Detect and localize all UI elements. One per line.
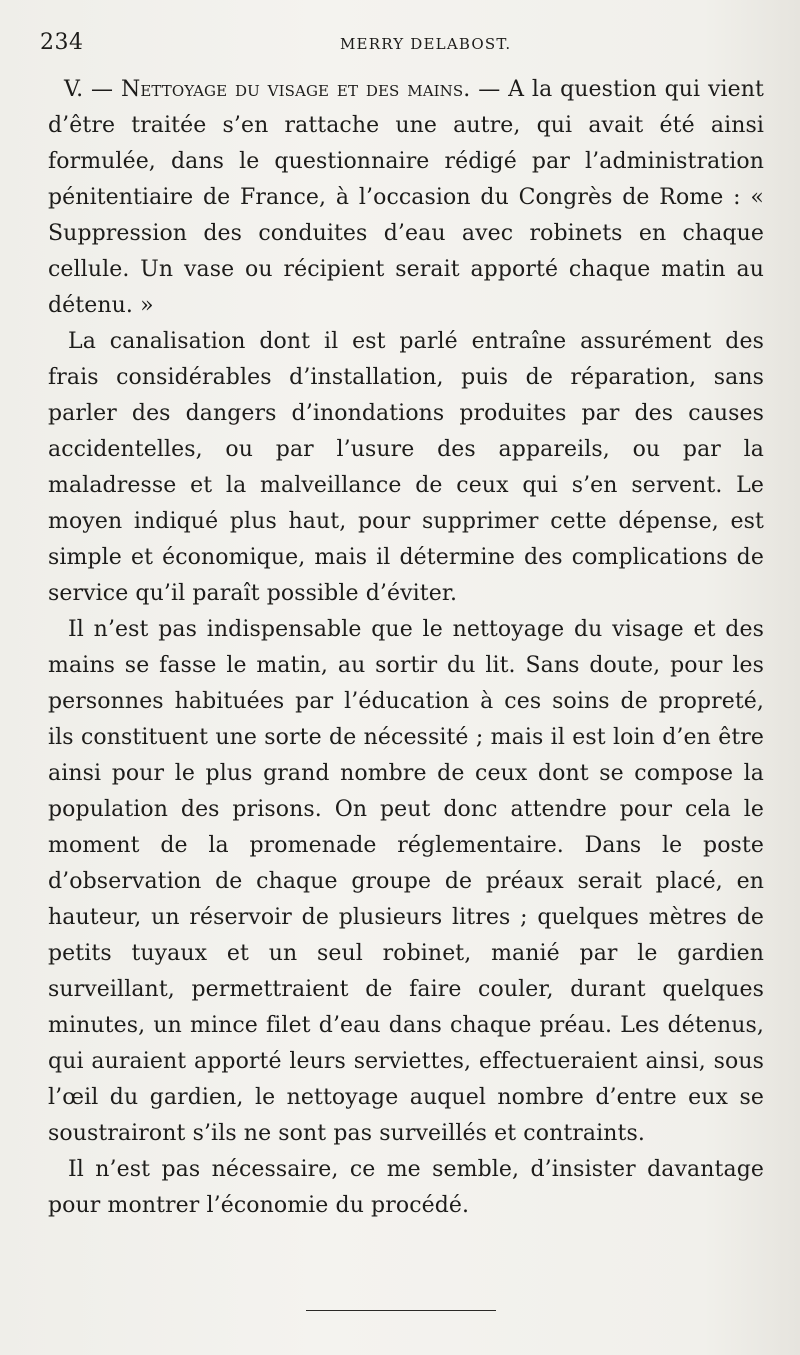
section-lead: — A la question qui vient d’être traitée s’en rattache une autre, qui avait été ainsi formulée, dans le questionnaire rédigé par l’administration pénitentiaire de France, à l’occasion du Congrès de Rome : « Suppression des conduites d’eau avec robinets en chaque cellule. Un vase ou récipient serait apporté chaque matin au détenu. »: [48, 77, 764, 318]
paragraph: Il n’est pas nécessaire, ce me semble, d’insister davantage pour montrer l’économie du procédé.: [48, 1157, 764, 1218]
section-title: Nettoyage du visage et des mains.: [120, 77, 471, 102]
section-paragraph: [48, 72, 764, 324]
page-header: [40, 30, 760, 60]
body-text: [48, 72, 764, 1224]
paragraph: Il n’est pas indispensable que le nettoyage du visage et des mains se fasse le matin, au sortir du lit. Sans doute, pour les personnes habituées par l’éducation à ces soins de propreté, ils constituent une sorte de nécessité ; mais il est loin d’en être ainsi pour le plus grand nombre de ceux dont se compose la population des prisons. On peut donc attendre pour cela le moment de la promenade réglementaire. Dans le poste d’observation de chaque groupe de préaux serait placé, en hauteur, un réservoir de plusieurs litres ; quelques mètres de petits tuyaux et un seul robinet, manié par le gardien surveillant, permettraient de faire couler, durant quelques minutes, un mince filet d’eau dans chaque préau. Les détenus, qui auraient apporté leurs serviettes, effectueraient ainsi, sous l’œil du gardien, le nettoyage auquel nombre d’entre eux se soustrairont s’ils ne sont pas surveillés et contraints.: [48, 617, 764, 1146]
running-head: MERRY DELABOST.: [340, 35, 512, 53]
page-number: 234: [40, 30, 84, 55]
paragraph: La canalisation dont il est parlé entraîne assurément des frais considérables d’installation, puis de réparation, sans parler des dangers d’inondations produites par des causes accidentelles, ou par l’usure des appareils, ou par la maladresse et la malveillance de ceux qui s’en servent. Le moyen indiqué plus haut, pour supprimer cette dépense, est simple et économique, mais il détermine des complications de service qu’il paraît possible d’éviter.: [48, 329, 764, 606]
footnote-rule: [306, 1310, 496, 1311]
section-numeral: V. —: [64, 77, 121, 102]
